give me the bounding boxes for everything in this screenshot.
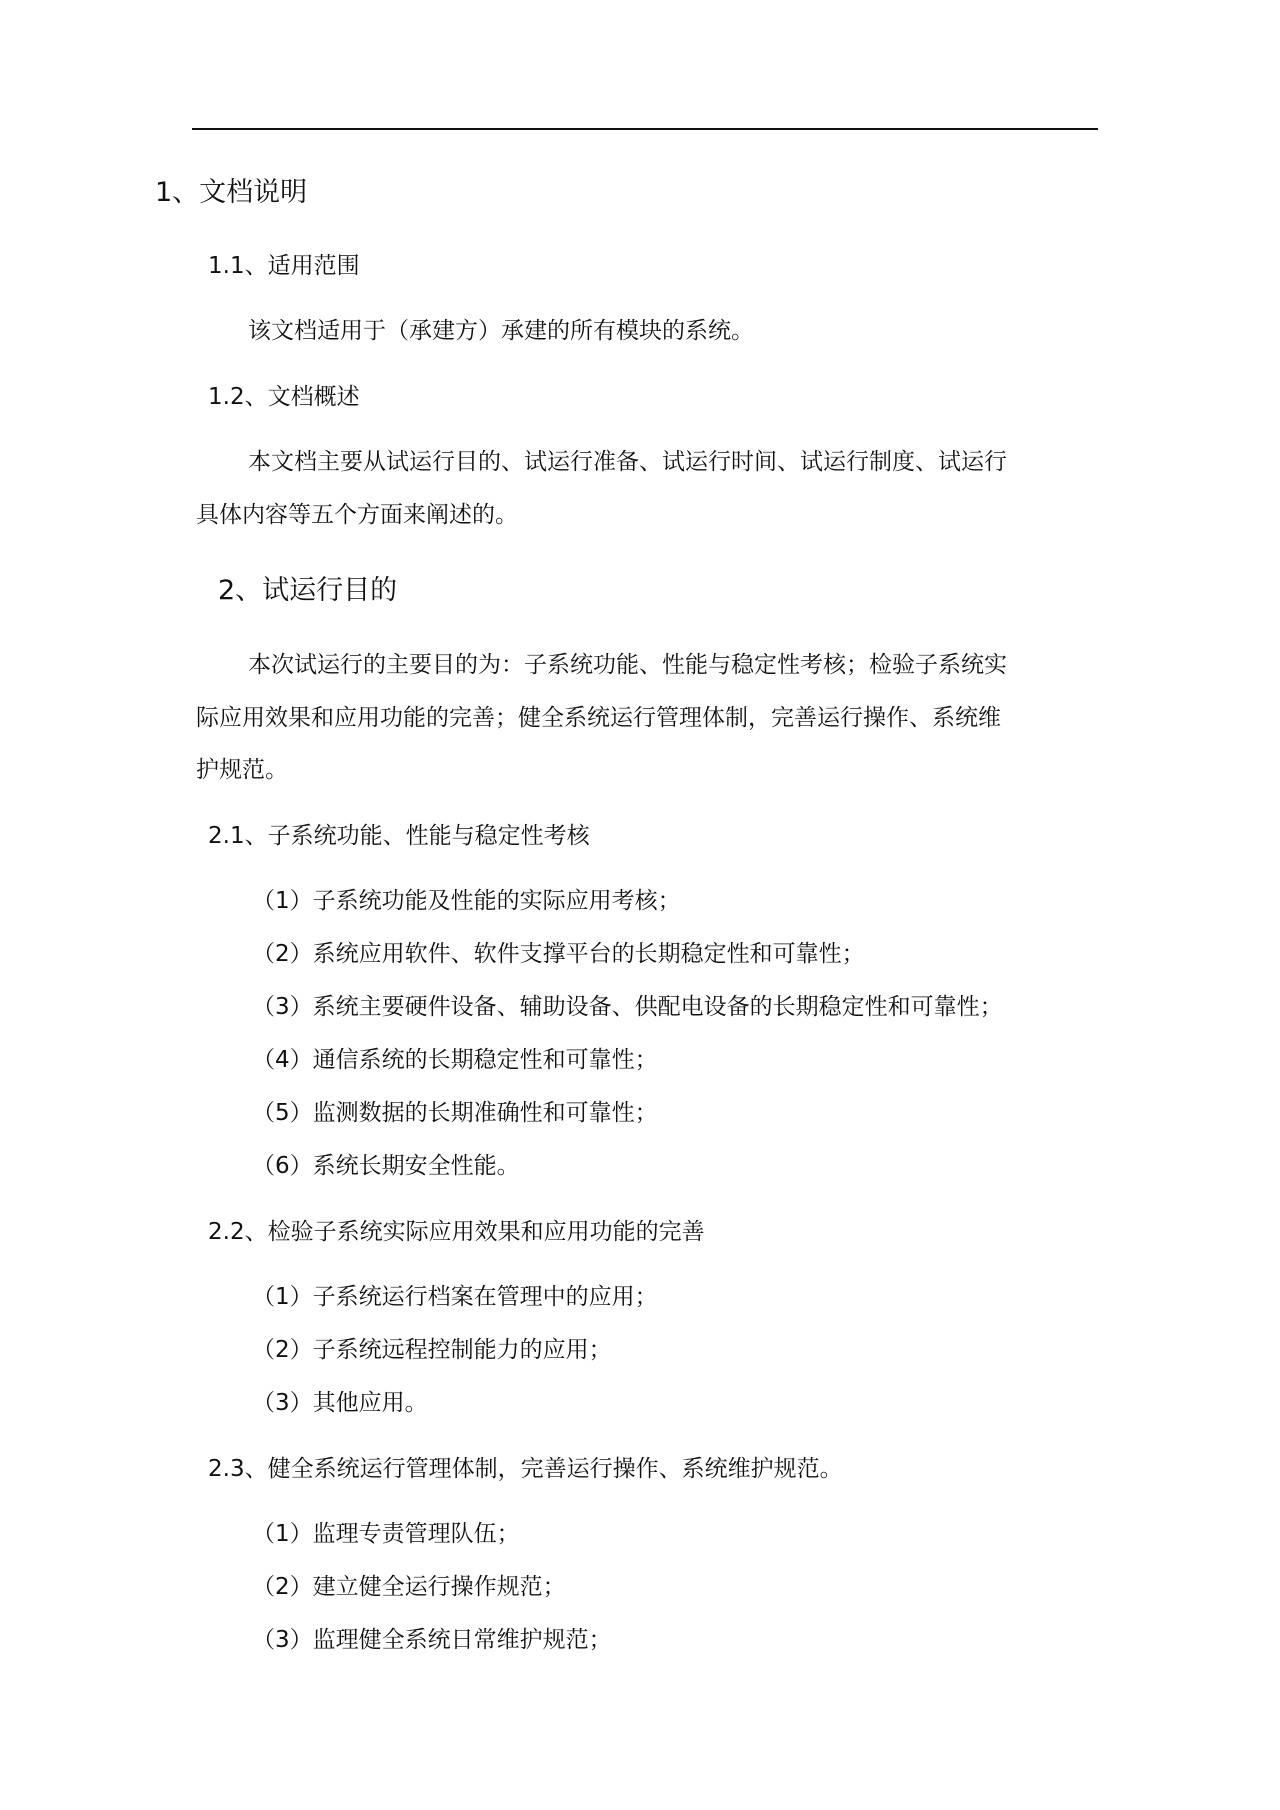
section-1-2-heading: 1.2、文档概述: [208, 384, 360, 410]
list-item: （3）其他应用。: [252, 1390, 428, 1416]
section-2-intro-line-1: 本次试运行的主要目的为：子系统功能、性能与稳定性考核；检验子系统实: [248, 652, 1007, 678]
section-2-intro-line-2: 际应用效果和应用功能的完善；健全系统运行管理体制，完善运行操作、系统维: [196, 705, 1001, 731]
list-item: （4）通信系统的长期稳定性和可靠性；: [252, 1047, 658, 1073]
list-item: （1）子系统功能及性能的实际应用考核；: [252, 888, 681, 914]
list-item: （1）子系统运行档案在管理中的应用；: [252, 1284, 658, 1310]
section-1-2-paragraph-line-1: 本文档主要从试运行目的、试运行准备、试运行时间、试运行制度、试运行: [248, 449, 1007, 475]
list-item: （6）系统长期安全性能。: [252, 1153, 520, 1179]
list-item: （5）监测数据的长期准确性和可靠性；: [252, 1100, 658, 1126]
section-2-2-heading: 2.2、检验子系统实际应用效果和应用功能的完善: [208, 1219, 705, 1245]
list-item: （2）系统应用软件、软件支撑平台的长期稳定性和可靠性；: [252, 941, 865, 967]
section-2-heading: 2、试运行目的: [218, 575, 398, 606]
list-item: （3）系统主要硬件设备、辅助设备、供配电设备的长期稳定性和可靠性；: [252, 994, 1003, 1020]
section-1-1-heading: 1.1、适用范围: [208, 253, 360, 279]
section-2-intro-line-3: 护规范。: [196, 757, 288, 783]
section-2-1-heading: 2.1、子系统功能、性能与稳定性考核: [208, 823, 590, 849]
section-1-heading: 1、文档说明: [155, 177, 308, 208]
list-item: （1）监理专责管理队伍；: [252, 1521, 520, 1547]
section-1-2-paragraph-line-2: 具体内容等五个方面来阐述的。: [196, 502, 518, 528]
section-1-1-paragraph: 该文档适用于（承建方）承建的所有模块的系统。: [248, 318, 754, 344]
section-2-3-heading: 2.3、健全系统运行管理体制，完善运行操作、系统维护规范。: [208, 1456, 843, 1482]
list-item: （2）建立健全运行操作规范；: [252, 1574, 566, 1600]
list-item: （3）监理健全系统日常维护规范；: [252, 1627, 612, 1653]
list-item: （2）子系统远程控制能力的应用；: [252, 1337, 612, 1363]
header-rule: [192, 128, 1098, 130]
